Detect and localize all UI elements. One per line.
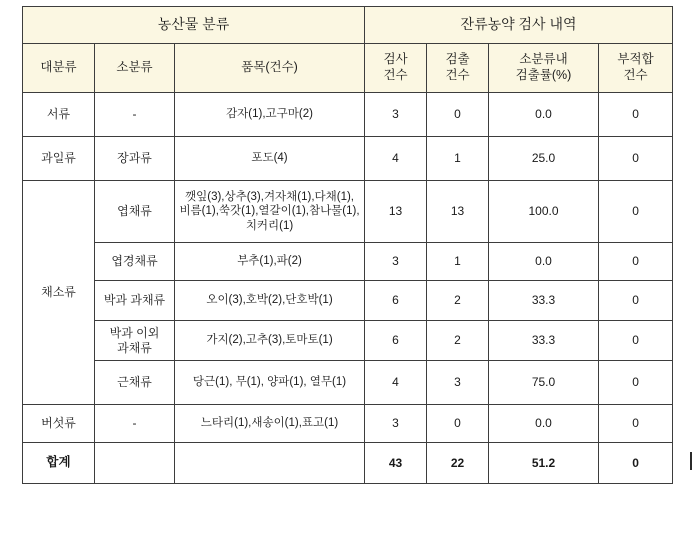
page-edge-mark [690,452,692,470]
header-detection-rate-line1: 소분류내 [519,52,568,67]
cell-fail-count: 0 [599,361,673,405]
header-group-inspection: 잔류농약 검사 내역 [365,7,673,44]
table-row [23,361,673,405]
table-row [23,93,673,137]
cell-items: 포도(4) [175,137,365,181]
cell-minor-category: 박과 과채류 [95,281,175,321]
cell-major-category: 채소류 [23,181,95,405]
cell-total-label: 합계 [23,443,95,484]
cell-minor-category: 엽채류 [95,181,175,243]
cell-inspection-count: 3 [365,405,427,443]
cell-detection-rate: 33.3 [489,281,599,321]
cell-items: 깻잎(3),상추(3),겨자채(1),다채(1),비름(1),쑥갓(1),열갈이(1),참나물(1),치커리(1) [175,181,365,243]
header-detection-rate [489,44,599,93]
table-header-top-row [23,7,673,44]
cell-items: 오이(3),호박(2),단호박(1) [175,281,365,321]
cell-detection-rate: 0.0 [489,93,599,137]
cell-minor-category: - [95,93,175,137]
cell-detection-count: 2 [427,281,489,321]
table-total-row [23,443,673,484]
table-row [23,181,673,243]
header-major-category: 대분류 [23,44,95,93]
cell-minor-category: 엽경채류 [95,243,175,281]
cell-inspection-count: 4 [365,361,427,405]
cell-fail-count: 0 [599,137,673,181]
cell-detection-rate: 75.0 [489,361,599,405]
cell-inspection-count: 6 [365,321,427,361]
header-inspection-count-line1: 검사 [383,52,408,67]
table-row [23,243,673,281]
cell-detection-count: 1 [427,137,489,181]
header-detection-count [427,44,489,93]
cell-detection-rate: 33.3 [489,321,599,361]
cell-items: 부추(1),파(2) [175,243,365,281]
cell-detection-count: 0 [427,93,489,137]
cell-inspection-count: 4 [365,137,427,181]
table-row [23,137,673,181]
cell-major-category: 버섯류 [23,405,95,443]
cell-inspection-count: 13 [365,181,427,243]
cell-detection-count: 2 [427,321,489,361]
header-detection-count-line1: 검출 [445,52,470,67]
cell-total-items [175,443,365,484]
cell-total-fail-count: 0 [599,443,673,484]
cell-detection-rate: 100.0 [489,181,599,243]
table-row [23,321,673,361]
header-inspection-count [365,44,427,93]
cell-detection-rate: 0.0 [489,405,599,443]
cell-inspection-count: 3 [365,243,427,281]
cell-fail-count: 0 [599,181,673,243]
cell-total-inspection-count: 43 [365,443,427,484]
cell-detection-rate: 0.0 [489,243,599,281]
header-item-count: 품목(건수) [175,44,365,93]
cell-items: 가지(2),고추(3),토마토(1) [175,321,365,361]
header-group-product: 농산물 분류 [23,7,365,44]
header-fail-count-line2: 건수 [623,68,648,82]
table-row [23,281,673,321]
cell-items: 당근(1), 무(1), 양파(1), 열무(1) [175,361,365,405]
cell-detection-count: 0 [427,405,489,443]
cell-major-category: 과일류 [23,137,95,181]
cell-fail-count: 0 [599,93,673,137]
header-detection-rate-line2: 검출률(%) [515,68,572,82]
cell-fail-count: 0 [599,281,673,321]
cell-total-detection-rate: 51.2 [489,443,599,484]
cell-total-minor [95,443,175,484]
cell-inspection-count: 6 [365,281,427,321]
header-fail-count [599,44,673,93]
cell-total-detection-count: 22 [427,443,489,484]
cell-detection-count: 3 [427,361,489,405]
cell-fail-count: 0 [599,243,673,281]
cell-detection-count: 13 [427,181,489,243]
cell-items: 느타리(1),새송이(1),표고(1) [175,405,365,443]
cell-minor-category: - [95,405,175,443]
cell-minor-category: 장과류 [95,137,175,181]
cell-major-category: 서류 [23,93,95,137]
cell-detection-count: 1 [427,243,489,281]
cell-minor-category: 박과 이외 과채류 [95,321,175,361]
cell-fail-count: 0 [599,405,673,443]
header-fail-count-line1: 부적합 [617,52,654,67]
table-header-sub-row [23,44,673,93]
cell-inspection-count: 3 [365,93,427,137]
header-detection-count-line2: 건수 [445,68,470,82]
cell-items: 감자(1),고구마(2) [175,93,365,137]
cell-minor-category: 근채류 [95,361,175,405]
cell-fail-count: 0 [599,321,673,361]
cell-detection-rate: 25.0 [489,137,599,181]
header-minor-category: 소분류 [95,44,175,93]
pesticide-residue-table [22,6,673,484]
header-inspection-count-line2: 건수 [383,68,408,82]
table-row [23,405,673,443]
